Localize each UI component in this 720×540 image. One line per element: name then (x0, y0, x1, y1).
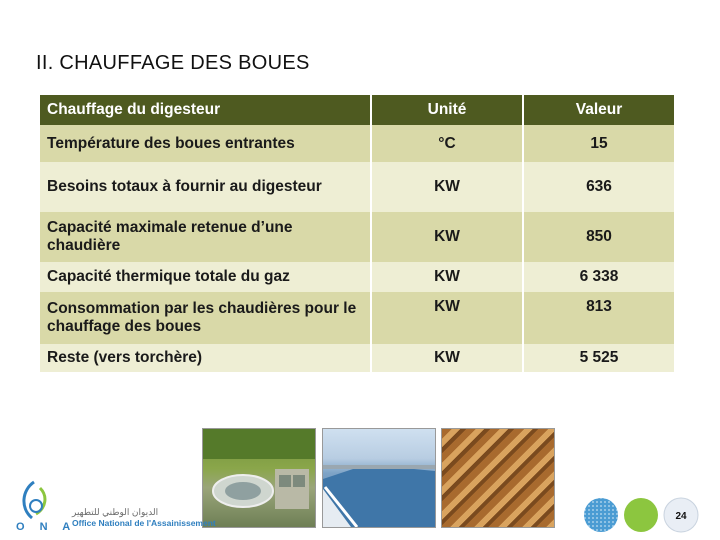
row-label: Capacité thermique totale du gaz (40, 262, 371, 292)
row-label: Capacité maximale retenue d’une chaudière (40, 212, 371, 262)
row-value: 636 (523, 162, 674, 212)
row-unit: KW (371, 292, 523, 344)
header-parameter: Chauffage du digesteur (40, 95, 371, 125)
logo-french-text: Office National de l'Assainissement (72, 518, 216, 528)
header-unit: Unité (371, 95, 523, 125)
row-unit: KW (371, 262, 523, 292)
table-header-row (40, 95, 674, 125)
table-row (40, 162, 674, 212)
table-row (40, 292, 674, 344)
table-row (40, 344, 674, 372)
table-row (40, 125, 674, 162)
table-row (40, 212, 674, 262)
row-value: 813 (523, 292, 674, 344)
digester-aerial-photo (202, 428, 316, 528)
row-unit: KW (371, 344, 523, 372)
row-value: 15 (523, 125, 674, 162)
logo-arabic-text: الديوان الوطني للتطهير (72, 507, 159, 517)
row-label: Reste (vers torchère) (40, 344, 371, 372)
row-unit: KW (371, 162, 523, 212)
decorative-circles (583, 496, 703, 534)
row-label: Température des boues entrantes (40, 125, 371, 162)
row-value: 5 525 (523, 344, 674, 372)
page-number: 24 (675, 511, 687, 522)
row-unit: °C (371, 125, 523, 162)
basin-photo (322, 428, 436, 528)
row-label: Consommation par les chaudières pour le chauffage des boues (40, 292, 371, 344)
slide-title: II. CHAUFFAGE DES BOUES (36, 52, 310, 74)
filter-channel-photo (441, 428, 555, 528)
row-label: Besoins totaux à fournir au digesteur (40, 162, 371, 212)
row-value: 6 338 (523, 262, 674, 292)
heating-table (40, 95, 674, 372)
row-value: 850 (523, 212, 674, 262)
row-unit: KW (371, 212, 523, 262)
header-value: Valeur (523, 95, 674, 125)
logo-letters: O N A (16, 521, 77, 533)
table-row (40, 262, 674, 292)
